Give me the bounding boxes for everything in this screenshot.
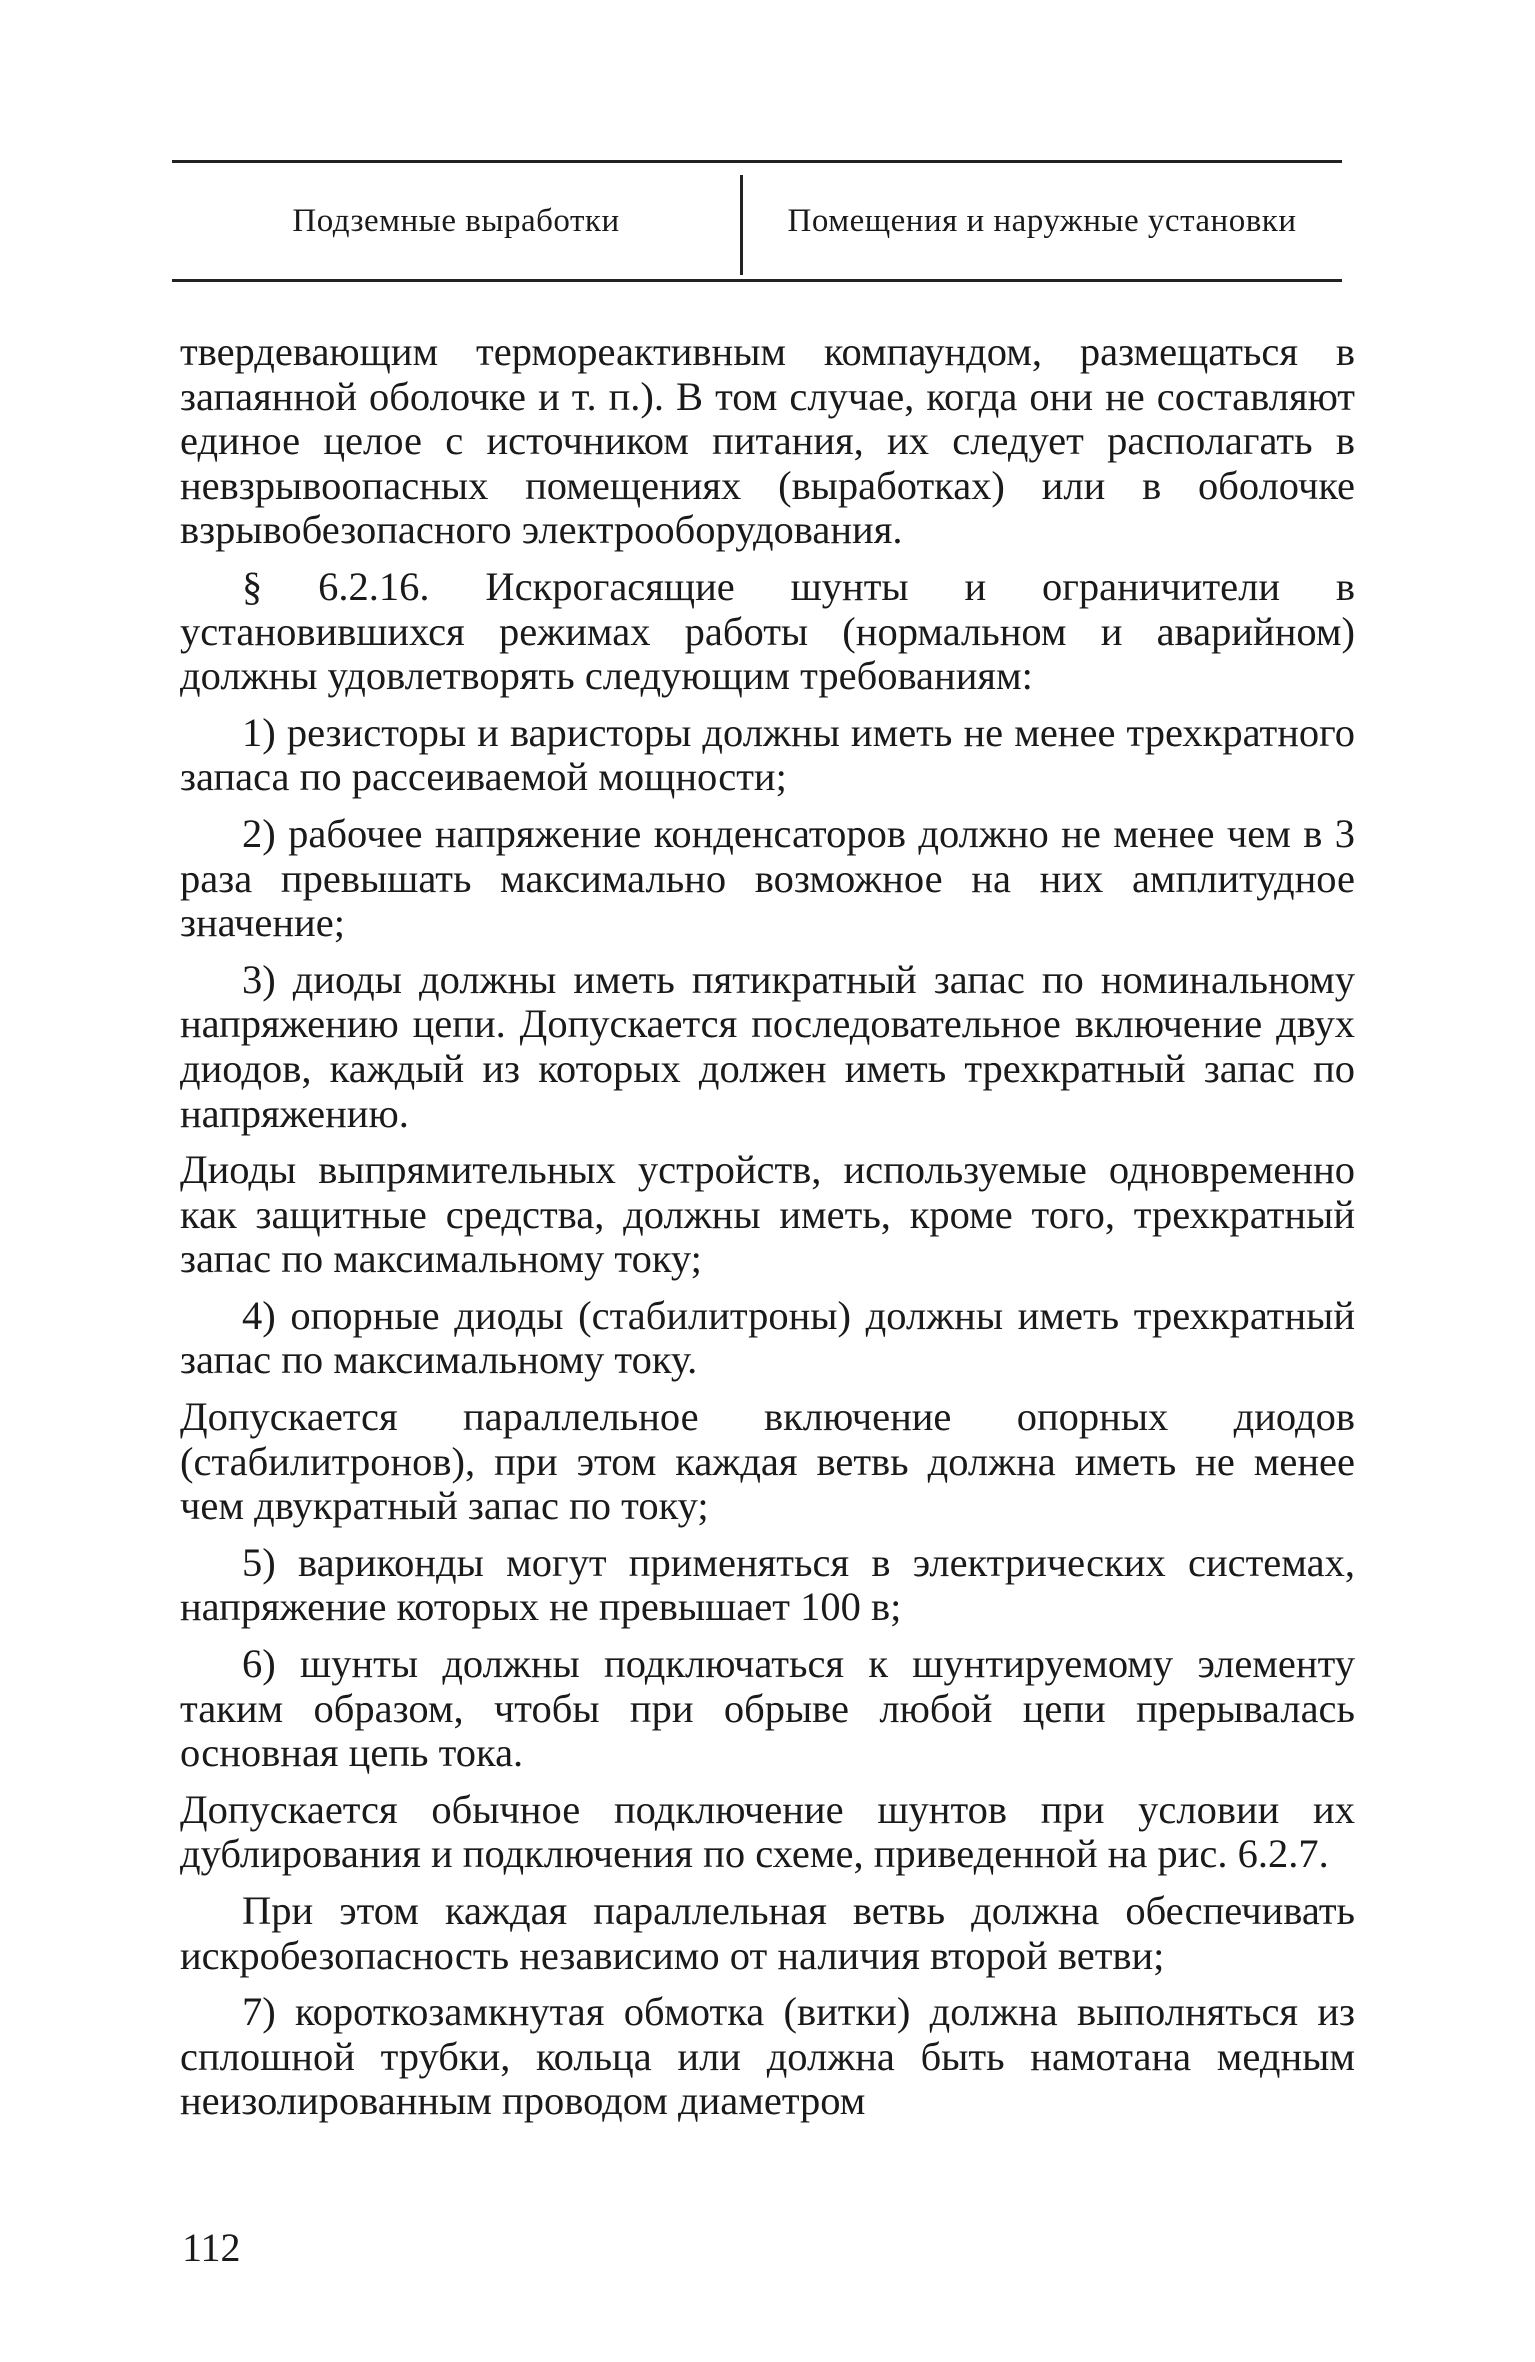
list-item-2: 2) рабочее напряжение конденсаторов должно не менее чем в 3 раза превышать максимально возможное на них амплитудное значение;: [180, 810, 1355, 946]
list-item-3: 3) диоды должны иметь пятикратный запас по номинальному напряжению цепи. Допускается последовательное включение двух диодов, каждый из которых должен иметь трехкратный запас по напряжению.: [180, 956, 1355, 1136]
paragraph-continuation: твердевающим термореактивным компаундом, размещаться в запаянной оболочке и т. п.). В том случае, когда они не составляют единое целое с источником питания, их следует располагать в невзрывоопасных помещениях (выработках) или в оболочке взрывобезопасного электрооборудования.: [180, 329, 1355, 553]
list-item-6: 6) шунты должны подключаться к шунтируемому элементу таким образом, чтобы при обрыве любой цепи прерывалась основная цепь тока.: [180, 1641, 1355, 1776]
paragraph-shunt-connection: Допускается обычное подключение шунтов при условии их дублирования и подключения по схеме, приведенной на рис. 6.2.7.: [180, 1786, 1355, 1877]
list-item-7: 7) короткозамкнутая обмотка (витки) должна выполняться из сплошной трубки, кольца или должна быть намотана медным неизолированным проводом диаметром: [180, 1989, 1355, 2124]
paragraph-parallel-branch: При этом каждая параллельная ветвь должна обеспечивать искробезопасность независимо от наличия второй ветви;: [180, 1888, 1355, 1978]
page-number: 112: [182, 2225, 241, 2270]
body-text: [180, 330, 1355, 2124]
list-item-4: 4) опорные диоды (стабилитроны) должны иметь трехкратный запас по максимальному току.: [180, 1292, 1355, 1383]
running-header-left: Подземные выработки: [292, 202, 620, 239]
list-item-5: 5) вариконды могут применяться в электрических системах, напряжение которых не превышает 100 в;: [180, 1539, 1355, 1630]
paragraph-parallel-diodes: Допускается параллельное включение опорных диодов (стабилитронов), при этом каждая ветвь должна иметь не менее чем двукратный запас по току;: [180, 1394, 1355, 1529]
running-header: [172, 160, 1342, 282]
running-header-right: Помещения и наружные установки: [787, 202, 1297, 239]
running-header-divider: [740, 175, 743, 275]
list-item-1: 1) резисторы и варисторы должны иметь не менее трехкратного запаса по рассеиваемой мощности;: [180, 709, 1355, 800]
paragraph-rectifier-diodes: Диоды выпрямительных устройств, используемые одновременно как защитные средства, должны иметь, кроме того, трехкратный запас по максимальному току;: [180, 1147, 1355, 1282]
section-6-2-16: § 6.2.16. Искрогасящие шунты и ограничители в установившихся режимах работы (нормальном и аварийном) должны удовлетворять следующим требованиям:: [180, 563, 1355, 699]
